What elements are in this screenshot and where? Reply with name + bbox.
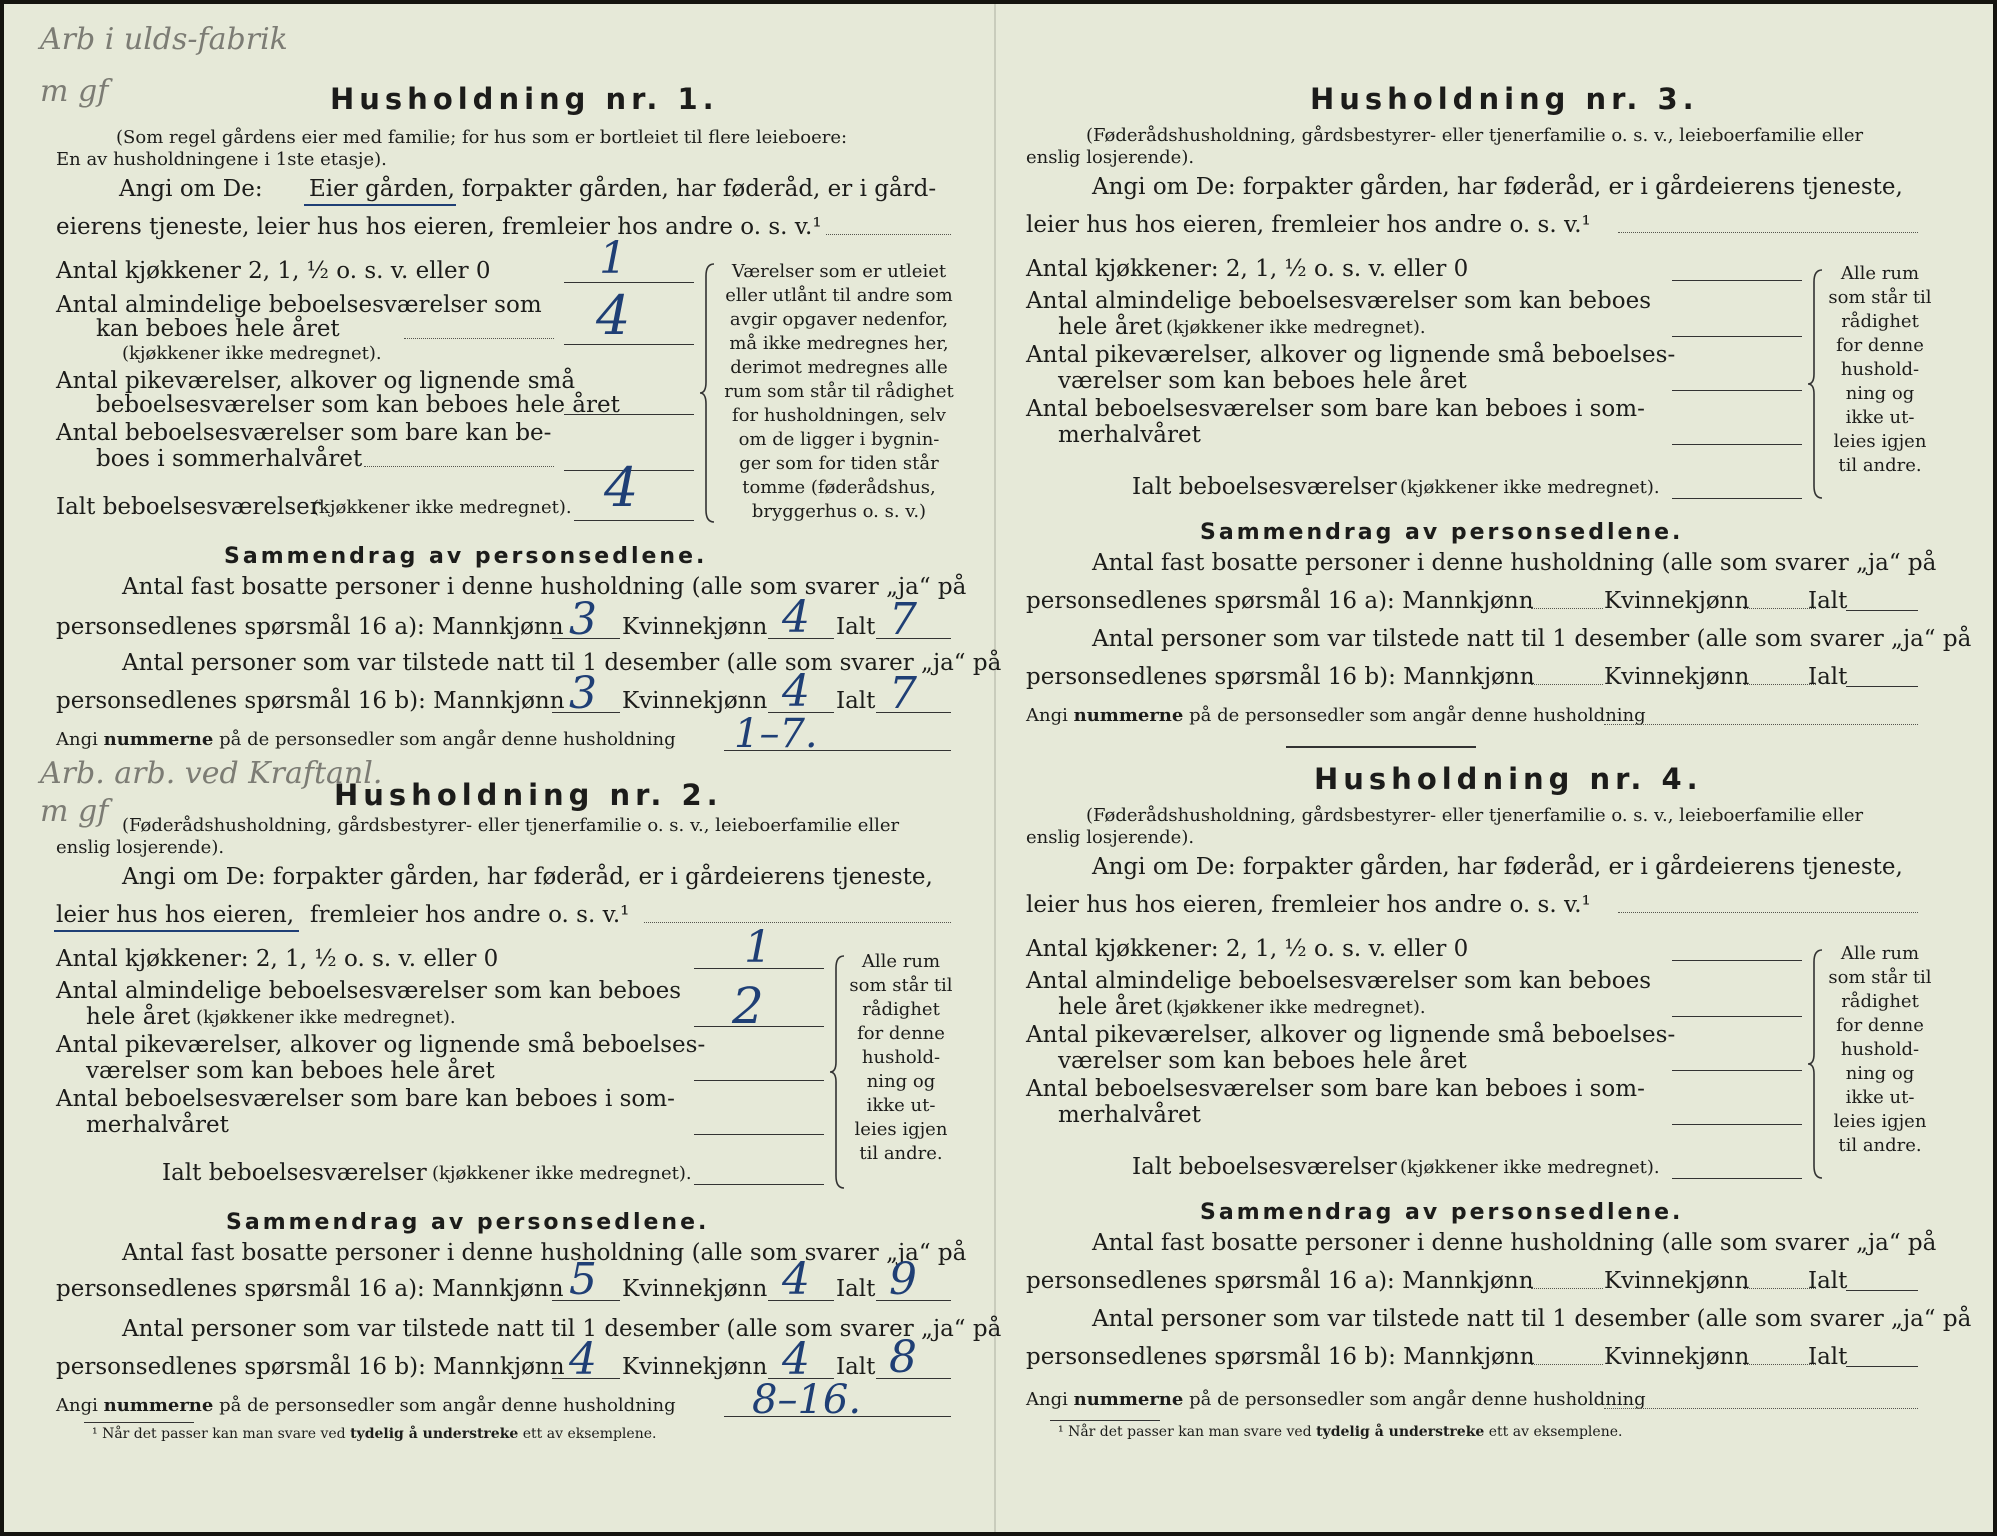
h4-row-total-note: (kjøkkener ikke medregnet). bbox=[1400, 1157, 1660, 1178]
label-total-16b: Ialt bbox=[836, 688, 876, 714]
section-divider bbox=[1286, 746, 1476, 748]
h2-answer-16a-female: 4 bbox=[782, 1254, 810, 1305]
page-left bbox=[4, 4, 1002, 1532]
brace-1 bbox=[700, 262, 720, 524]
household-4-summary-title: Sammendrag av personsedlene. bbox=[1200, 1200, 1684, 1225]
pencil-note-occupation: Arb i ulds-fabrik bbox=[40, 22, 288, 57]
rent-underline bbox=[54, 930, 299, 932]
h4-angi-2: leier hus hos eieren, fremleier hos andre o. s. v.¹ bbox=[1026, 892, 1591, 918]
household-1-intro-1: (Som regel gårdens eier med familie; for hus som er bortleiet til flere leieboere: bbox=[116, 127, 848, 148]
summary-1-p1a: Antal fast bosatte personer i denne husholdning (alle som svarer „ja“ på bbox=[122, 574, 967, 600]
household-2-intro-1: (Føderådshusholdning, gårdsbestyrer- eller tjenerfamilie o. s. v., leieboerfamilie eller bbox=[122, 815, 900, 836]
h3-row-rooms-1: Antal almindelige beboelsesværelser som kan beboes bbox=[1026, 288, 1652, 314]
h3-summary-p2a: Antal personer som var tilstede natt til 1 desember (alle som svarer „ja“ på bbox=[1092, 626, 1972, 652]
household-1-title: Husholdning nr. 1. bbox=[330, 82, 719, 116]
household-4-title: Husholdning nr. 4. bbox=[1314, 762, 1703, 796]
summary-2-p2a: Antal personer som var tilstede natt til 1 desember (alle som svarer „ja“ på bbox=[122, 1316, 1002, 1342]
household-1-intro-2: En av husholdningene i 1ste etasje). bbox=[56, 149, 387, 170]
h2-answer-16b-male: 4 bbox=[569, 1334, 597, 1385]
h2-answer-16a-total: 9 bbox=[889, 1254, 917, 1305]
row-summer-rooms-2: boes i sommerhalvåret bbox=[96, 446, 363, 472]
label-female-16a: Kvinnekjønn bbox=[622, 614, 768, 640]
answer-total-rooms: 4 bbox=[604, 456, 639, 519]
h2-row-total-note: (kjøkkener ikke medregnet). bbox=[432, 1163, 692, 1184]
h4-row-summer-1: Antal beboelsesværelser som bare kan beboes i som- bbox=[1026, 1076, 1645, 1102]
h2-row-rooms-2: hele året bbox=[86, 1004, 191, 1030]
household-2-note: Alle rum som står til rådighet for denne hushold- ning og ikke ut- leies igjen til andre. bbox=[849, 951, 953, 1164]
household-3-intro-1: (Føderådshusholdning, gårdsbestyrer- eller tjenerfamilie o. s. v., leieboerfamilie eller bbox=[1086, 125, 1864, 146]
answer-16a-total: 7 bbox=[889, 594, 917, 645]
h4-row-rooms-1: Antal almindelige beboelsesværelser som kan beboes bbox=[1026, 968, 1652, 994]
household-2-intro-2: enslig losjerende). bbox=[56, 837, 225, 858]
page-right bbox=[996, 4, 1993, 1532]
h3-row-rooms-2: hele året bbox=[1058, 314, 1163, 340]
h4-summary-p2b: personsedlenes spørsmål 16 b): Mannkjønn bbox=[1026, 1344, 1535, 1370]
answer-16a-male: 3 bbox=[569, 594, 597, 645]
h2-answer-16a-male: 5 bbox=[569, 1254, 597, 1305]
household-3-title: Husholdning nr. 3. bbox=[1310, 82, 1699, 116]
h3-row-maid-2: værelser som kan beboes hele året bbox=[1058, 368, 1467, 394]
h3-row-summer-2: merhalvåret bbox=[1058, 422, 1201, 448]
h3-angi-1: Angi om De: forpakter gården, har føderåd, er i gårdeierens tjeneste, bbox=[1092, 174, 1903, 200]
h4-label-total-16b: Ialt bbox=[1808, 1344, 1848, 1370]
label-total-16a: Ialt bbox=[836, 614, 876, 640]
answer-person-numbers: 1–7. bbox=[734, 711, 818, 757]
h3-row-rooms-3: (kjøkkener ikke medregnet). bbox=[1166, 317, 1426, 338]
h2-angi-3: fremleier hos andre o. s. v.¹ bbox=[310, 902, 630, 928]
census-form-sheet bbox=[4, 4, 1993, 1532]
h3-row-kitchens: Antal kjøkkener: 2, 1, ½ o. s. v. eller 0 bbox=[1026, 256, 1469, 282]
h4-row-maid-2: værelser som kan beboes hele året bbox=[1058, 1048, 1467, 1074]
answer-16b-total: 7 bbox=[889, 668, 917, 719]
pencil-note-code: m gf bbox=[40, 74, 109, 109]
h4-row-total: Ialt beboelsesværelser bbox=[1132, 1154, 1397, 1180]
h4-label-female-16b: Kvinnekjønn bbox=[1604, 1344, 1750, 1370]
angi-options-1: forpakter gården, har føderåd, er i gård- bbox=[462, 176, 937, 202]
h2-row-rooms-1: Antal almindelige beboelsesværelser som kan beboes bbox=[56, 978, 682, 1004]
summary-2-p1a: Antal fast bosatte personer i denne husholdning (alle som svarer „ja“ på bbox=[122, 1240, 967, 1266]
household-4-intro-1: (Føderådshusholdning, gårdsbestyrer- eller tjenerfamilie o. s. v., leieboerfamilie eller bbox=[1086, 805, 1864, 826]
h2-answer-kitchens: 1 bbox=[744, 922, 772, 973]
h3-row-summer-1: Antal beboelsesværelser som bare kan beboes i som- bbox=[1026, 396, 1645, 422]
rent-option-underlined: leier hus hos eieren, bbox=[56, 902, 295, 928]
h4-summary-p1b: personsedlenes spørsmål 16 a): Mannkjønn bbox=[1026, 1268, 1534, 1294]
row-rooms-1: Antal almindelige beboelsesværelser som bbox=[56, 292, 542, 318]
summary-2-p2b: personsedlenes spørsmål 16 b): Mannkjønn bbox=[56, 1354, 565, 1380]
h4-summary-p1a: Antal fast bosatte personer i denne husholdning (alle som svarer „ja“ på bbox=[1092, 1230, 1937, 1256]
summary-1-p2a: Antal personer som var tilstede natt til 1 desember (alle som svarer „ja“ på bbox=[122, 650, 1002, 676]
h4-row-rooms-2: hele året bbox=[1058, 994, 1163, 1020]
h2-label-female-16a: Kvinnekjønn bbox=[622, 1276, 768, 1302]
h4-summary-p2a: Antal personer som var tilstede natt til 1 desember (alle som svarer „ja“ på bbox=[1092, 1306, 1972, 1332]
footnote-right: ¹ Når det passer kan man svare ved tydelig å understreke ett av eksemplene. bbox=[1058, 1424, 1623, 1440]
pencil-note-code-2: m gf bbox=[40, 794, 109, 829]
h4-label-female-16a: Kvinnekjønn bbox=[1604, 1268, 1750, 1294]
h2-angi-1: Angi om De: forpakter gården, har føderåd, er i gårdeierens tjeneste, bbox=[122, 864, 933, 890]
h2-answer-16b-female: 4 bbox=[782, 1334, 810, 1385]
h2-row-summer-1: Antal beboelsesværelser som bare kan beboes i som- bbox=[56, 1086, 675, 1112]
h3-row-total: Ialt beboelsesværelser bbox=[1132, 474, 1397, 500]
row-total-rooms: Ialt beboelsesværelser bbox=[56, 494, 321, 520]
household-4-intro-2: enslig losjerende). bbox=[1026, 827, 1195, 848]
h3-row-maid-1: Antal pikeværelser, alkover og lignende små beboelses- bbox=[1026, 342, 1676, 368]
row-rooms-2: kan beboes hele året bbox=[96, 316, 340, 342]
household-1-summary-title: Sammendrag av personsedlene. bbox=[224, 544, 708, 569]
h4-row-kitchens: Antal kjøkkener: 2, 1, ½ o. s. v. eller 0 bbox=[1026, 936, 1469, 962]
owner-underline bbox=[304, 204, 456, 206]
angi-label: Angi om De: bbox=[119, 176, 263, 202]
h3-label-total-16a: Ialt bbox=[1808, 588, 1848, 614]
row-rooms-3: (kjøkkener ikke medregnet). bbox=[122, 343, 382, 364]
household-3-intro-2: enslig losjerende). bbox=[1026, 147, 1195, 168]
h4-angi-1: Angi om De: forpakter gården, har føderåd, er i gårdeierens tjeneste, bbox=[1092, 854, 1903, 880]
h2-label-total-16b: Ialt bbox=[836, 1354, 876, 1380]
h2-row-rooms-3: (kjøkkener ikke medregnet). bbox=[196, 1007, 456, 1028]
owner-option-underlined: Eier gården, bbox=[309, 176, 455, 202]
h3-summary-p1a: Antal fast bosatte personer i denne husholdning (alle som svarer „ja“ på bbox=[1092, 550, 1937, 576]
row-total-rooms-note: (kjøkkener ikke medregnet). bbox=[312, 497, 572, 518]
h3-summary-p2b: personsedlenes spørsmål 16 b): Mannkjønn bbox=[1026, 664, 1535, 690]
h3-label-total-16b: Ialt bbox=[1808, 664, 1848, 690]
summary-2-p1b: personsedlenes spørsmål 16 a): Mannkjønn bbox=[56, 1276, 564, 1302]
household-3-note: Alle rum som står til rådighet for denne hushold- ning og ikke ut- leies igjen til andre. bbox=[1828, 263, 1932, 476]
answer-kitchens: 1 bbox=[599, 233, 627, 284]
h3-label-female-16b: Kvinnekjønn bbox=[1604, 664, 1750, 690]
summary-1-p2b: personsedlenes spørsmål 16 b): Mannkjønn bbox=[56, 688, 565, 714]
answer-rooms: 4 bbox=[596, 284, 631, 347]
summary-1-p1b: personsedlenes spørsmål 16 a): Mannkjønn bbox=[56, 614, 564, 640]
h2-answer-rooms: 2 bbox=[732, 977, 764, 1035]
h2-answer-16b-total: 8 bbox=[889, 1332, 917, 1383]
h4-summary-p3: Angi nummerne på de personsedler som angår denne husholdning bbox=[1026, 1389, 1646, 1410]
household-2-title: Husholdning nr. 2. bbox=[334, 778, 723, 812]
answer-16b-female: 4 bbox=[782, 666, 810, 717]
h3-summary-p3: Angi nummerne på de personsedler som angår denne husholdning bbox=[1026, 705, 1646, 726]
row-maid-rooms-1: Antal pikeværelser, alkover og lignende små bbox=[56, 368, 576, 394]
h2-row-total: Ialt beboelsesværelser bbox=[162, 1160, 427, 1186]
household-2-summary-title: Sammendrag av personsedlene. bbox=[226, 1210, 710, 1235]
h2-label-total-16a: Ialt bbox=[836, 1276, 876, 1302]
household-3-summary-title: Sammendrag av personsedlene. bbox=[1200, 520, 1684, 545]
pencil-note-occupation-2: Arb. arb. ved Kraftanl. bbox=[40, 756, 383, 791]
label-female-16b: Kvinnekjønn bbox=[622, 688, 768, 714]
h2-row-summer-2: merhalvåret bbox=[86, 1112, 229, 1138]
h4-row-rooms-3: (kjøkkener ikke medregnet). bbox=[1166, 997, 1426, 1018]
h3-summary-p1b: personsedlenes spørsmål 16 a): Mannkjønn bbox=[1026, 588, 1534, 614]
h2-row-maid-1: Antal pikeværelser, alkover og lignende små beboelses- bbox=[56, 1032, 706, 1058]
h3-label-female-16a: Kvinnekjønn bbox=[1604, 588, 1750, 614]
row-maid-rooms-2: beboelsesværelser som kan beboes hele året bbox=[96, 392, 620, 418]
angi-options-2: eierens tjeneste, leier hus hos eieren, fremleier hos andre o. s. v.¹ bbox=[56, 214, 822, 240]
answer-16b-male: 3 bbox=[569, 668, 597, 719]
row-kitchens: Antal kjøkkener 2, 1, ½ o. s. v. eller 0 bbox=[56, 258, 491, 284]
h4-row-summer-2: merhalvåret bbox=[1058, 1102, 1201, 1128]
h3-angi-2: leier hus hos eieren, fremleier hos andre o. s. v.¹ bbox=[1026, 212, 1591, 238]
summary-2-p3: Angi nummerne på de personsedler som angår denne husholdning bbox=[56, 1395, 676, 1416]
summary-1-p3: Angi nummerne på de personsedler som angår denne husholdning bbox=[56, 729, 676, 750]
h2-label-female-16b: Kvinnekjønn bbox=[622, 1354, 768, 1380]
household-1-note: Værelser som er utleiet eller utlånt til andre som avgir opgaver nedenfor, må ikke medregnes her, derimot medregnes alle rum som står til rådighet for husholdningen, selv om de ligger i bygnin- ger som for tiden står tomme (føderådshus, bryggerhus o. s. v.) bbox=[724, 261, 954, 522]
h4-label-total-16a: Ialt bbox=[1808, 1268, 1848, 1294]
household-4-note: Alle rum som står til rådighet for denne hushold- ning og ikke ut- leies igjen til andre. bbox=[1828, 943, 1932, 1156]
h2-row-maid-2: værelser som kan beboes hele året bbox=[86, 1058, 495, 1084]
h3-row-total-note: (kjøkkener ikke medregnet). bbox=[1400, 477, 1660, 498]
h2-answer-person-numbers: 8–16. bbox=[752, 1377, 862, 1423]
h4-row-maid-1: Antal pikeværelser, alkover og lignende små beboelses- bbox=[1026, 1022, 1676, 1048]
answer-16a-female: 4 bbox=[782, 592, 810, 643]
row-summer-rooms-1: Antal beboelsesværelser som bare kan be- bbox=[56, 420, 552, 446]
footnote-left: ¹ Når det passer kan man svare ved tydelig å understreke ett av eksemplene. bbox=[92, 1426, 657, 1442]
h2-row-kitchens: Antal kjøkkener: 2, 1, ½ o. s. v. eller 0 bbox=[56, 946, 499, 972]
